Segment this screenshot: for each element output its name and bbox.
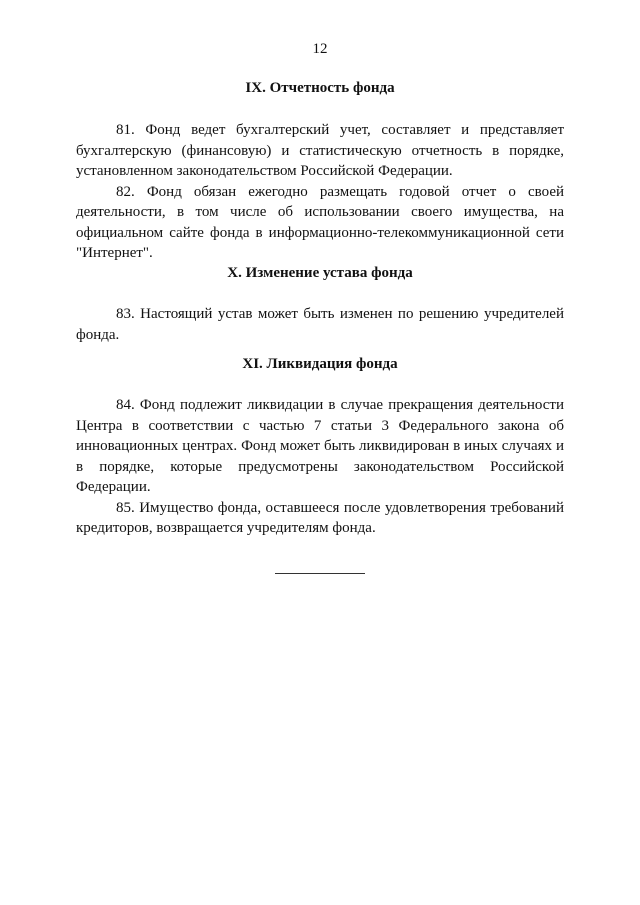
paragraph-81: 81. Фонд ведет бухгалтерский учет, составляет и представляет бухгалтерскую (финансовую) и статистическую отчетность в порядке, установленном законодательством Российской Федерации. [76,122,564,179]
section-heading: X. Изменение устава фонда [227,265,413,281]
section-heading: XI. Ликвидация фонда [242,356,398,372]
section-reporting [76,78,564,264]
end-of-document-rule [275,573,365,574]
page-number: 12 [312,41,328,57]
section-liquidation [76,354,564,539]
paragraph-85: 85. Имущество фонда, оставшееся после удовлетворения требований кредиторов, возвращается учредителям фонда. [76,499,564,536]
paragraph-82: 82. Фонд обязан ежегодно размещать годовой отчет о своей деятельности, в том числе об использовании своего имущества, на официальном сайте фонда в информационно-телекоммуникационной сети "Интернет". [76,183,564,261]
section-heading: IX. Отчетность фонда [245,80,395,96]
paragraph-84: 84. Фонд подлежит ликвидации в случае прекращения деятельности Центра в соответствии с частью 7 статьи 3 Федерального закона об инновационных центрах. Фонд может быть ликвидирован в иных случаях и в порядке, которые предусмотрены законодательством Российской Федерации. [76,397,564,495]
paragraph-83: 83. Настоящий устав может быть изменен по решению учредителей фонда. [76,306,564,343]
section-charter-amendment [76,263,564,345]
